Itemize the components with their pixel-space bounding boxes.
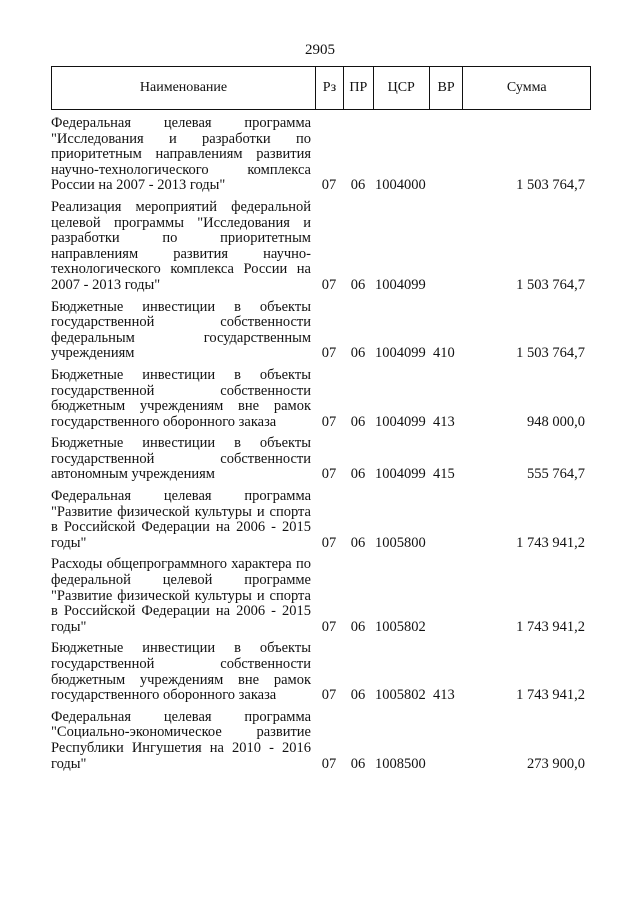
header-pr: ПР [343,67,373,109]
page-number: 2905 [305,42,335,58]
row-pr: 06 [350,687,366,704]
row-sum: 948 000,0 [527,413,585,430]
row-pr: 06 [350,755,366,772]
row-name: Бюджетные инвестиции в объекты государственной собственности автономным учреждениям [51,435,311,483]
row-name: Бюджетные инвестиции в объекты государственной собственности бюджетным учреждениям вне рамок государственного оборонного заказа [51,640,311,704]
table-row [51,710,591,772]
row-sum: 1 743 941,2 [516,687,585,704]
header-name: Наименование [139,80,228,95]
row-csr: 1004099 [375,276,426,293]
row-csr: 1004099 [375,466,426,483]
row-rz: 07 [321,413,337,430]
row-rz: 07 [321,534,337,551]
row-sum: 1 503 764,7 [516,345,585,362]
row-pr: 06 [350,276,366,293]
table-row [51,641,591,703]
header-csr: ЦСР [373,67,429,109]
row-rz: 07 [321,618,337,635]
row-name: Федеральная целевая программа "Исследования и разработки по приоритетным направлениям развития научно-технологического комплекса России на 2007 - 2013 годы" [51,115,311,194]
row-rz: 07 [321,466,337,483]
header-vr: ВР [429,67,463,109]
row-csr: 1004000 [375,177,426,194]
row-sum: 1 743 941,2 [516,618,585,635]
table-row [51,557,591,635]
row-pr: 06 [350,413,366,430]
table-row [51,436,591,483]
row-rz: 07 [321,345,337,362]
row-pr: 06 [350,534,366,551]
row-vr: 410 [433,345,455,362]
row-rz: 07 [321,276,337,293]
row-sum: 1 743 941,2 [516,534,585,551]
row-csr: 1004099 [375,413,426,430]
row-pr: 06 [350,177,366,194]
row-csr: 1005800 [375,534,426,551]
row-rz: 07 [321,755,337,772]
header-sum: Сумма [462,67,590,109]
row-name: Расходы общепрограммного характера по федеральной целевой программе "Развитие физической культуры и спорта в Российской Федерации на 2006 - 2015 годы" [51,556,311,635]
table-row [51,116,591,194]
header-rz: Рз [315,67,343,109]
row-pr: 06 [350,466,366,483]
row-csr: 1004099 [375,345,426,362]
row-csr: 1008500 [375,755,426,772]
row-name: Федеральная целевая программа "Социально-экономическое развитие Республики Ингушетия на 2010 - 2016 годы" [51,708,311,772]
row-name: Бюджетные инвестиции в объекты государственной собственности федеральным государственным учреждениям [51,298,311,362]
row-sum: 1 503 764,7 [516,276,585,293]
row-pr: 06 [350,618,366,635]
row-pr: 06 [350,345,366,362]
table-body [51,116,591,772]
row-vr: 413 [433,413,455,430]
row-sum: 273 900,0 [527,755,585,772]
table-row [51,200,591,294]
row-vr: 415 [433,466,455,483]
table-header [51,66,591,110]
row-sum: 555 764,7 [527,466,585,483]
table-row [51,489,591,551]
table-row [51,300,591,362]
row-sum: 1 503 764,7 [516,177,585,194]
row-rz: 07 [321,687,337,704]
row-name: Реализация мероприятий федеральной целевой программы "Исследования и разработки по приоритетным направлениям развития научно-технологического комплекса России на 2007 - 2013 годы" [51,198,311,293]
table-row [51,368,591,430]
row-rz: 07 [321,177,337,194]
row-vr: 413 [433,687,455,704]
row-name: Бюджетные инвестиции в объекты государственной собственности бюджетным учреждениям вне рамок государственного оборонного заказа [51,366,311,430]
row-name: Федеральная целевая программа "Развитие физической культуры и спорта в Российской Федерации на 2006 - 2015 годы" [51,488,311,551]
row-csr: 1005802 [375,687,426,704]
row-csr: 1005802 [375,618,426,635]
budget-table [51,66,591,778]
